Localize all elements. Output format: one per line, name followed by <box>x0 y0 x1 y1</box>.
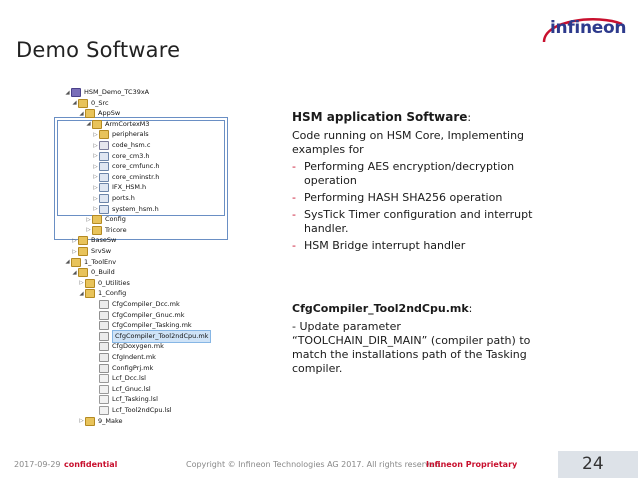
lsl-file-icon <box>99 395 109 404</box>
cfg-heading: CfgCompiler_Tool2ndCpu.mk <box>292 302 469 315</box>
expanded-arrow-icon[interactable]: ◢ <box>65 89 70 96</box>
tree-item-label: BaseSw <box>91 236 117 245</box>
folder-icon <box>71 258 81 267</box>
folder-icon <box>78 268 88 277</box>
h-file-icon <box>99 205 109 214</box>
collapsed-arrow-icon[interactable]: ▷ <box>93 131 98 138</box>
mk-file-icon <box>99 321 109 330</box>
tree-item[interactable] <box>92 140 150 151</box>
infineon-logo <box>538 12 628 46</box>
hsm-bullet-text: HSM Bridge interrupt handler <box>304 239 466 252</box>
tree-item-label: CfgCompiler_Tasking.mk <box>112 321 192 330</box>
tree-item-label: SrvSw <box>91 247 112 255</box>
cfg-heading-colon: : <box>468 302 473 315</box>
hsm-bullet <box>292 208 538 236</box>
tree-item[interactable] <box>64 87 149 98</box>
tree-item-label: core_cm3.h <box>112 151 150 160</box>
mk-file-icon <box>99 364 109 373</box>
tree-item[interactable] <box>92 341 164 352</box>
footer-proprietary: Infineon Proprietary <box>426 460 518 469</box>
tree-item[interactable] <box>78 416 123 427</box>
expanded-arrow-icon[interactable]: ◢ <box>65 259 70 266</box>
tree-item[interactable] <box>71 235 116 246</box>
page-title: Demo Software <box>16 38 181 62</box>
h-file-icon <box>99 162 109 171</box>
tree-item-label: Lcf_Tool2ndCpu.lsl <box>112 406 172 414</box>
collapsed-arrow-icon[interactable]: ▷ <box>79 418 84 425</box>
folder-icon <box>78 247 88 256</box>
hsm-bullet-text: Performing AES encryption/decryption operation <box>304 160 515 187</box>
h-file-icon <box>99 194 109 203</box>
tree-item[interactable] <box>92 151 150 162</box>
tree-item-label: Lcf_Dcc.lsl <box>112 374 146 383</box>
mk-file-icon <box>99 300 109 309</box>
tree-item-label: Tricore <box>105 225 127 234</box>
hsm-intro: Code running on HSM Core, Implementing examples for <box>292 129 525 156</box>
folder-icon <box>99 130 109 139</box>
mk-file-icon <box>99 342 109 351</box>
tree-item-label: 0_Src <box>91 98 109 107</box>
tree-item[interactable] <box>64 257 116 268</box>
tree-item-label: CfgCompiler_Tool2ndCpu.mk <box>112 330 211 343</box>
lsl-file-icon <box>99 385 109 394</box>
tree-item[interactable] <box>78 278 130 289</box>
collapsed-arrow-icon[interactable]: ▷ <box>72 237 77 244</box>
mk-file-icon <box>99 311 109 320</box>
tree-item-label: CfgCompiler_Dcc.mk <box>112 300 180 308</box>
expanded-arrow-icon[interactable]: ◢ <box>86 121 91 128</box>
hsm-bullet-text: SysTick Timer configuration and interrupt handler. <box>304 208 533 235</box>
tree-item[interactable] <box>92 363 153 374</box>
tree-item[interactable] <box>92 129 149 140</box>
tree-item[interactable] <box>92 373 146 384</box>
hsm-bullet <box>292 160 538 188</box>
tree-item-label: AppSw <box>98 109 121 118</box>
hsm-section <box>292 110 538 253</box>
tree-item[interactable] <box>92 405 172 416</box>
page-number-box <box>558 451 638 478</box>
hsm-bullet-list <box>292 160 538 253</box>
tree-item-label: CfgDoxygen.mk <box>112 342 164 351</box>
tree-item-label: core_cmfunc.h <box>112 162 160 171</box>
bullet-dash: - <box>292 208 296 221</box>
cfg-section <box>292 302 538 376</box>
tree-item[interactable] <box>92 331 211 342</box>
footer-confidential: confidential <box>64 460 118 469</box>
tree-item-label: ConfigPrj.mk <box>112 363 154 372</box>
logo-wordmark: infineon <box>550 18 627 38</box>
collapsed-arrow-icon[interactable]: ▷ <box>72 248 77 255</box>
lsl-file-icon <box>99 406 109 415</box>
tree-item[interactable] <box>85 214 126 225</box>
collapsed-arrow-icon[interactable]: ▷ <box>93 206 98 213</box>
collapsed-arrow-icon[interactable]: ▷ <box>86 216 91 223</box>
expanded-arrow-icon[interactable]: ◢ <box>79 110 84 117</box>
folder-icon <box>85 109 95 118</box>
tree-item[interactable] <box>92 172 159 183</box>
tree-item[interactable] <box>85 119 150 130</box>
h-file-icon <box>99 183 109 192</box>
h-file-icon <box>99 173 109 182</box>
tree-item-label: core_cminstr.h <box>112 172 160 181</box>
folder-icon <box>92 120 102 129</box>
tree-item[interactable] <box>92 161 160 172</box>
collapsed-arrow-icon[interactable]: ▷ <box>93 174 98 181</box>
folder-icon <box>92 215 102 224</box>
collapsed-arrow-icon[interactable]: ▷ <box>93 195 98 202</box>
hsm-bullet <box>292 191 538 205</box>
tree-item-label: Lcf_Gnuc.lsl <box>112 384 151 393</box>
folder-icon <box>78 99 88 108</box>
tree-item-label: 9_Make <box>98 416 123 425</box>
lsl-file-icon <box>99 374 109 383</box>
collapsed-arrow-icon[interactable]: ▷ <box>93 153 98 160</box>
tree-item[interactable] <box>92 394 158 405</box>
folder-icon <box>85 417 95 426</box>
tree-item-label: 0_Build <box>91 268 115 277</box>
tree-item[interactable] <box>71 267 115 278</box>
expanded-arrow-icon[interactable]: ◢ <box>79 290 84 297</box>
tree-item[interactable] <box>78 288 126 299</box>
tree-item[interactable] <box>71 246 111 257</box>
tree-item[interactable] <box>92 193 135 204</box>
cfg-body: - Update parameter “TOOLCHAIN_DIR_MAIN” (compiler path) to match the installations path of the Tasking compiler. <box>292 320 531 375</box>
expanded-arrow-icon[interactable]: ◢ <box>72 269 77 276</box>
tree-item[interactable] <box>92 299 180 310</box>
tree-item-label: HSM_Demo_TC39xA <box>84 88 150 96</box>
c-file-icon <box>99 141 109 150</box>
folder-icon <box>85 289 95 298</box>
tree-item[interactable] <box>92 204 159 215</box>
hsm-heading-colon: : <box>467 111 472 124</box>
bullet-dash: - <box>292 239 296 252</box>
tree-item-label: Config <box>105 215 126 224</box>
tree-item-label: system_hsm.h <box>112 204 159 213</box>
footer-copyright: Copyright © Infineon Technologies AG 2017. All rights reserved. <box>186 460 443 469</box>
h-file-icon <box>99 152 109 161</box>
collapsed-arrow-icon[interactable]: ▷ <box>93 142 98 149</box>
hsm-bullet-text: Performing HASH SHA256 operation <box>304 191 503 204</box>
tree-item[interactable] <box>92 384 151 395</box>
project-icon <box>71 88 81 97</box>
footer <box>0 451 638 478</box>
bullet-dash: - <box>292 191 296 204</box>
cfg-heading-line <box>292 302 538 316</box>
tree-item[interactable] <box>78 108 120 119</box>
tree-item[interactable] <box>92 352 156 363</box>
tree-item-label: Lcf_Tasking.lsl <box>112 395 158 404</box>
tree-item-label: 1_ToolEnv <box>84 257 117 266</box>
mk-file-icon <box>99 332 109 341</box>
collapsed-arrow-icon[interactable]: ▷ <box>79 280 84 287</box>
bullet-dash: - <box>292 160 296 173</box>
tree-item-label: ArmCortexM3 <box>105 119 150 128</box>
footer-date: 2017-09-29 <box>14 460 61 469</box>
tree-item-label: code_hsm.c <box>112 141 151 149</box>
folder-icon <box>92 226 102 235</box>
tree-item-label: IFX_HSM.h <box>112 183 147 192</box>
tree-item-label: 0_Utilities <box>98 278 130 287</box>
tree-item-label: CfgIndent.mk <box>112 353 156 361</box>
page-number: 24 <box>582 454 604 474</box>
collapsed-arrow-icon[interactable]: ▷ <box>86 227 91 234</box>
hsm-bullet <box>292 239 538 253</box>
hsm-heading: HSM application Software <box>292 110 468 124</box>
tree-item-label: CfgCompiler_Gnuc.mk <box>112 310 185 319</box>
tree-item-label: ports.h <box>112 194 135 202</box>
tree-item[interactable] <box>92 182 146 193</box>
folder-icon <box>85 279 95 288</box>
tree-item[interactable] <box>71 98 109 109</box>
collapsed-arrow-icon[interactable]: ▷ <box>93 163 98 170</box>
mk-file-icon <box>99 353 109 362</box>
tree-item-label: peripherals <box>112 130 149 139</box>
hsm-heading-line <box>292 110 538 125</box>
tree-item[interactable] <box>92 310 184 321</box>
collapsed-arrow-icon[interactable]: ▷ <box>93 184 98 191</box>
tree-item[interactable] <box>85 225 127 236</box>
expanded-arrow-icon[interactable]: ◢ <box>72 100 77 107</box>
folder-icon <box>78 236 88 245</box>
tree-item-label: 1_Config <box>98 289 127 298</box>
